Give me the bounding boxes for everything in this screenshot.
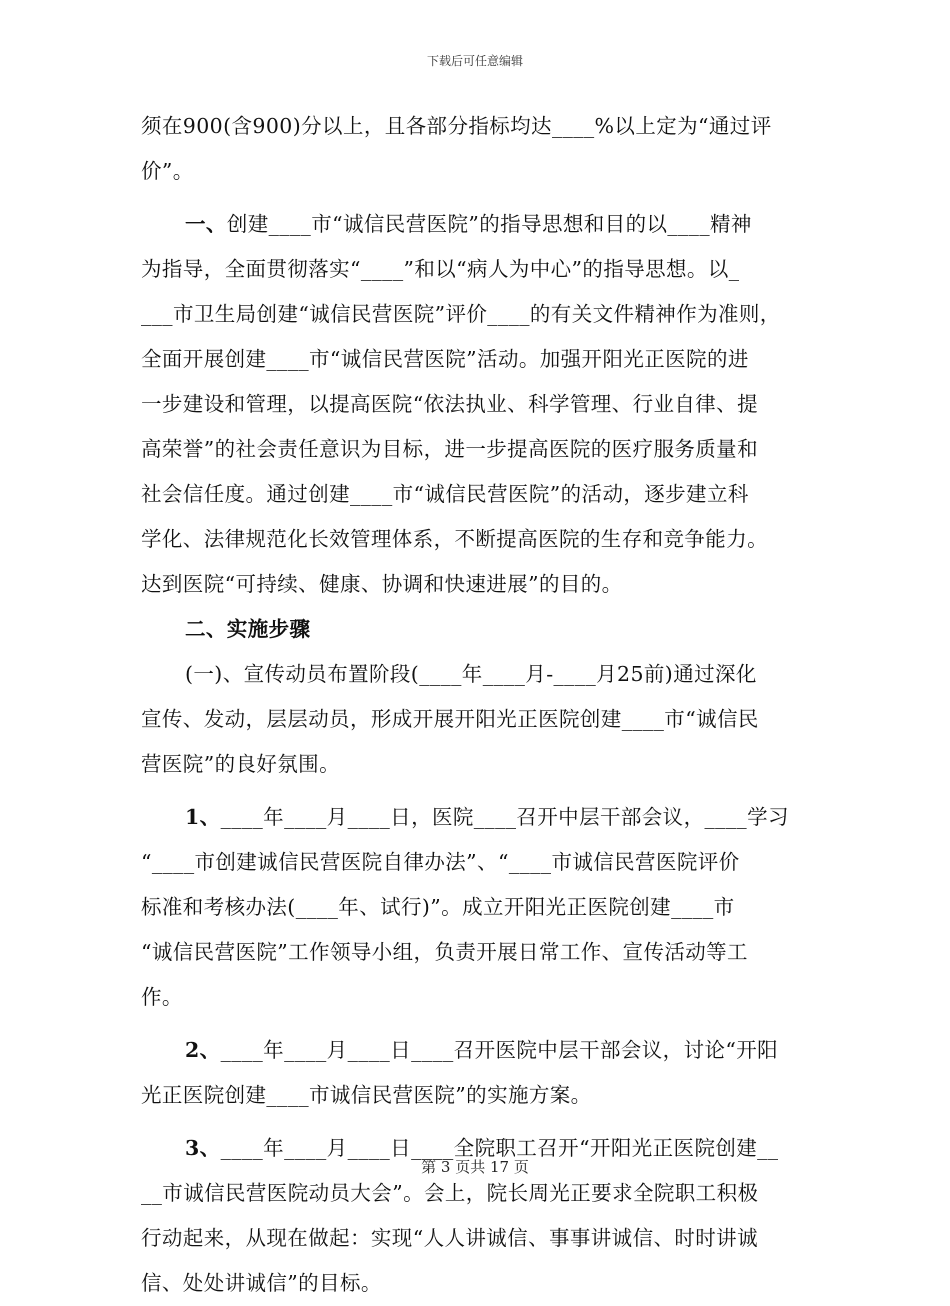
text-line: 高荣誉”的社会责任意识为目标，进一步提高医院的医疗服务质量和 — [141, 437, 758, 461]
text-line: 作。 — [141, 985, 183, 1009]
text-line — [141, 795, 821, 840]
text-line: 价”。 — [141, 159, 194, 183]
stage-publicity-mobilization — [141, 652, 821, 787]
text-line — [141, 202, 821, 247]
list-item-2 — [141, 1028, 821, 1118]
document-body — [141, 104, 821, 1306]
text-line: 信、处处讲诚信”的目标。 — [141, 1271, 382, 1295]
list-item-1 — [141, 795, 821, 1020]
text-line: 为指导，全面贯彻落实“____”和以“病人为中心”的指导思想。以_ — [141, 257, 740, 281]
section-text: 创建____市“诚信民营医院”的指导思想和目的以____精神 — [226, 212, 752, 236]
item-text: ____年____月____日____召开医院中层干部会议，讨论“开阳 — [220, 1038, 779, 1062]
text-line: 营医院”的良好氛围。 — [141, 752, 340, 776]
item-text: ____年____月____日____全院职工召开“开阳光正医院创建__ — [220, 1136, 779, 1160]
section-guiding-ideology — [141, 202, 821, 607]
text-line: 社会信任度。通过创建____市“诚信民营医院”的活动，逐步建立科 — [141, 482, 749, 506]
text-line: 全面开展创建____市“诚信民营医院”活动。加强开阳光正医院的进 — [141, 347, 749, 371]
text-line: (一)、宣传动员布置阶段(____年____月-____月25前)通过深化 — [185, 662, 757, 686]
text-line: 学化、法律规范化长效管理体系，不断提高医院的生存和竞争能力。 — [141, 527, 768, 551]
text-line: 须在900(含900)分以上，且各部分指标均达____%以上定为“通过评 — [141, 114, 772, 138]
paragraph-scoring-threshold — [141, 104, 821, 194]
text-line: “诚信民营医院”工作领导小组，负责开展日常工作、宣传活动等工 — [141, 940, 748, 964]
text-line: ___市卫生局创建“诚信民营医院”评价____的有关文件精神作为准则， — [141, 302, 781, 326]
section-number: 一、 — [185, 212, 227, 236]
section-heading-implementation-steps: 二、实施步骤 — [185, 617, 311, 641]
text-line: 标准和考核办法(____年、试行)”。成立开阳光正医院创建____市 — [141, 895, 735, 919]
text-line: 一步建设和管理，以提高医院“依法执业、科学管理、行业自律、提 — [141, 392, 758, 416]
item-number: 3、 — [185, 1136, 221, 1160]
text-line: 光正医院创建____市诚信民营医院”的实施方案。 — [141, 1083, 592, 1107]
list-item-3 — [141, 1126, 821, 1306]
item-number: 2、 — [185, 1038, 221, 1062]
item-number: 1、 — [185, 805, 221, 829]
item-text: ____年____月____日，医院____召开中层干部会议，____学习 — [220, 805, 789, 829]
text-line — [141, 1028, 821, 1073]
download-note: 下载后可任意编辑 — [426, 54, 523, 68]
text-line: __市诚信民营医院动员大会”。会上，院长周光正要求全院职工积极 — [141, 1181, 759, 1205]
text-line: 行动起来，从现在做起：实现“人人讲诚信、事事讲诚信、时时讲诚 — [141, 1226, 758, 1250]
text-line: 宣传、发动，层层动员，形成开展开阳光正医院创建____市“诚信民 — [141, 707, 759, 731]
page-number: 第 3 页共 17 页 — [421, 1158, 529, 1176]
text-line: 达到医院“可持续、健康、协调和快速进展”的目的。 — [141, 572, 623, 596]
text-line: “____市创建诚信民营医院自律办法”、“____市诚信民营医院评价 — [141, 850, 740, 874]
